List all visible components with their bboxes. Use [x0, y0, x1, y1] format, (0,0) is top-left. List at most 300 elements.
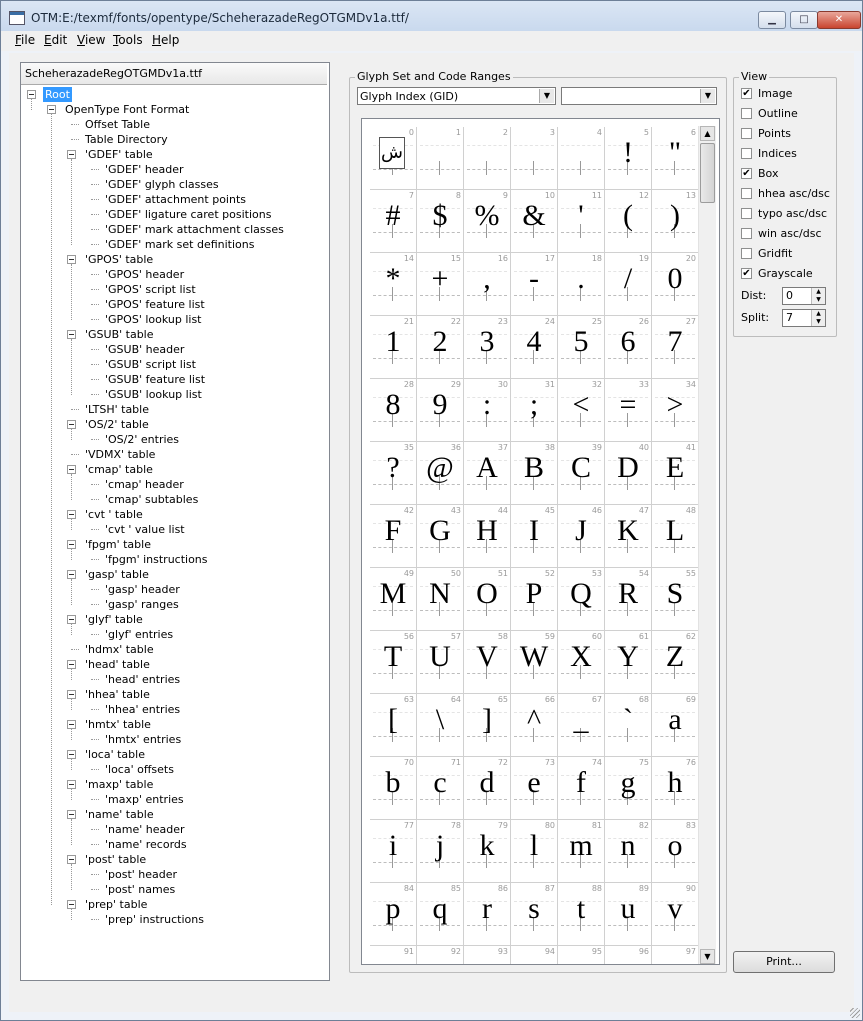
- tree-connector: [91, 199, 99, 200]
- glyph-image: ,: [483, 262, 491, 295]
- menu-edit[interactable]: Edit: [44, 33, 68, 47]
- glyph-cell[interactable]: [417, 505, 464, 568]
- title-bar[interactable]: [1, 1, 862, 31]
- collapse-toggle-icon[interactable]: [67, 330, 76, 339]
- tree-connector: [91, 439, 99, 440]
- spin-down-icon[interactable]: ▼: [816, 296, 821, 303]
- collapse-toggle-icon[interactable]: [67, 780, 76, 789]
- tree-connector: [91, 844, 99, 845]
- tree-node[interactable]: 'head' table: [85, 658, 150, 671]
- spin-arrows[interactable]: [811, 310, 825, 326]
- collapse-toggle-icon[interactable]: [27, 90, 36, 99]
- tree-node[interactable]: 'GPOS' header: [105, 268, 185, 281]
- glyph-cell[interactable]: [605, 505, 652, 568]
- glyph-cell[interactable]: [511, 379, 558, 442]
- tree-node[interactable]: 'post' table: [85, 853, 147, 866]
- tree-node[interactable]: 'GDEF' ligature caret positions: [105, 208, 272, 221]
- tree-node[interactable]: 'gasp' header: [105, 583, 180, 596]
- glyph-cell[interactable]: [370, 190, 417, 253]
- ascender-line: [514, 964, 554, 965]
- tree-connector: [91, 274, 99, 275]
- glyph-cell[interactable]: [605, 631, 652, 694]
- glyph-cell[interactable]: [605, 694, 652, 757]
- glyph-cell[interactable]: [417, 253, 464, 316]
- tree-node[interactable]: 'hhea' entries: [105, 703, 181, 716]
- tree-connector: [71, 579, 72, 605]
- tree-connector: [91, 319, 99, 320]
- tree-node[interactable]: 'GDEF' mark attachment classes: [105, 223, 284, 236]
- checkbox[interactable]: [741, 188, 752, 199]
- collapse-toggle-icon[interactable]: [67, 255, 76, 264]
- glyph-cell[interactable]: [511, 568, 558, 631]
- glyph-image: =: [619, 388, 637, 421]
- tree-connector: [91, 349, 99, 350]
- tree-node[interactable]: 'hhea' table: [85, 688, 150, 701]
- tree-node[interactable]: 'name' table: [85, 808, 154, 821]
- glyph-cell[interactable]: [558, 253, 605, 316]
- code-range-select[interactable]: [561, 87, 717, 105]
- tree-connector: [91, 379, 99, 380]
- minimize-button[interactable]: ▁: [758, 11, 786, 29]
- glyph-cell[interactable]: [417, 568, 464, 631]
- glyph-cell[interactable]: [417, 694, 464, 757]
- glyph-index: 84: [403, 884, 414, 893]
- glyph-index: 74: [591, 758, 602, 767]
- glyph-cell[interactable]: [370, 757, 417, 820]
- glyph-index: 38: [544, 443, 555, 452]
- glyph-image: l: [529, 829, 539, 862]
- tree-node[interactable]: 'GPOS' lookup list: [105, 313, 202, 326]
- glyph-cell[interactable]: [605, 757, 652, 820]
- glyph-cell[interactable]: [558, 883, 605, 946]
- glyph-index: 65: [497, 695, 508, 704]
- glyph-image: 9: [432, 388, 448, 421]
- glyph-image: :: [482, 388, 492, 421]
- glyph-cell[interactable]: [464, 757, 511, 820]
- glyph-cell[interactable]: [605, 820, 652, 883]
- checkbox[interactable]: [741, 148, 752, 159]
- collapse-toggle-icon[interactable]: [67, 420, 76, 429]
- glyph-cell[interactable]: [652, 379, 699, 442]
- glyph-image: *: [385, 262, 401, 295]
- glyph-cell[interactable]: [464, 505, 511, 568]
- glyph-image: G: [429, 514, 451, 547]
- tree-node[interactable]: 'GDEF' attachment points: [105, 193, 246, 206]
- glyph-cell[interactable]: [511, 505, 558, 568]
- maximize-button[interactable]: □: [790, 11, 818, 29]
- tree-node[interactable]: Root: [45, 88, 70, 101]
- tree-node[interactable]: 'cmap' header: [105, 478, 184, 491]
- glyph-cell[interactable]: [558, 190, 605, 253]
- scroll-down-icon[interactable]: ▼: [700, 949, 715, 964]
- glyph-cell[interactable]: [652, 568, 699, 631]
- glyph-cell[interactable]: [464, 316, 511, 379]
- tree-node[interactable]: 'GSUB' lookup list: [105, 388, 202, 401]
- tree-node[interactable]: 'GDEF' mark set definitions: [105, 238, 255, 251]
- collapse-toggle-icon[interactable]: [67, 540, 76, 549]
- glyph-index: 61: [638, 632, 649, 641]
- glyph-image: X: [570, 640, 592, 673]
- tree-node[interactable]: 'GSUB' script list: [105, 358, 196, 371]
- origin-mark: [580, 161, 581, 175]
- glyph-cell[interactable]: [511, 946, 558, 965]
- glyph-index: 80: [544, 821, 555, 830]
- glyph-cell[interactable]: [558, 820, 605, 883]
- glyph-cell[interactable]: [605, 190, 652, 253]
- glyph-index: 89: [638, 884, 649, 893]
- tree-node[interactable]: 'cvt ' table: [85, 508, 143, 521]
- tree-connector: [91, 484, 99, 485]
- glyph-image: %: [474, 199, 500, 232]
- glyph-cell[interactable]: [558, 442, 605, 505]
- collapse-toggle-icon[interactable]: [67, 660, 76, 669]
- glyph-index: 72: [497, 758, 508, 767]
- glyph-index: 91: [403, 947, 414, 956]
- glyph-cell[interactable]: [511, 694, 558, 757]
- glyph-cell[interactable]: [558, 379, 605, 442]
- glyph-cell[interactable]: [511, 442, 558, 505]
- glyph-cell[interactable]: [605, 127, 652, 190]
- tree-node[interactable]: 'post' header: [105, 868, 178, 881]
- glyph-cell[interactable]: [464, 883, 511, 946]
- tree-connector: [71, 549, 72, 560]
- glyph-cell[interactable]: [511, 253, 558, 316]
- checkbox[interactable]: [741, 248, 752, 259]
- checkbox-label: Points: [758, 127, 792, 140]
- glyph-cell[interactable]: [464, 190, 511, 253]
- glyph-cell[interactable]: [370, 127, 417, 190]
- tree-node[interactable]: 'GSUB' feature list: [105, 373, 206, 386]
- collapse-toggle-icon[interactable]: [67, 720, 76, 729]
- glyph-cell[interactable]: [370, 946, 417, 965]
- glyph-image: (: [623, 199, 633, 232]
- tree-connector: [71, 789, 72, 800]
- glyph-index: 20: [685, 254, 696, 263]
- glyph-cell[interactable]: [370, 568, 417, 631]
- glyph-cell[interactable]: [652, 946, 699, 965]
- glyph-index: 68: [638, 695, 649, 704]
- glyph-cell[interactable]: [464, 694, 511, 757]
- glyph-cell[interactable]: [464, 253, 511, 316]
- tree-node[interactable]: 'GSUB' header: [105, 343, 185, 356]
- glyph-image: h: [667, 766, 683, 799]
- glyph-image: Z: [665, 640, 685, 673]
- glyph-cell[interactable]: [511, 757, 558, 820]
- app-icon: [9, 11, 25, 25]
- checkbox[interactable]: ✔: [742, 88, 751, 99]
- glyph-image: K: [617, 514, 639, 547]
- spin-up-icon[interactable]: ▲: [816, 288, 821, 295]
- menu-tools[interactable]: Tools: [113, 33, 143, 47]
- glyph-image: s: [528, 892, 540, 925]
- glyph-cell[interactable]: [370, 253, 417, 316]
- glyph-image: M: [379, 577, 407, 610]
- glyph-cell[interactable]: [417, 631, 464, 694]
- tree-node[interactable]: 'hmtx' entries: [105, 733, 182, 746]
- glyph-cell[interactable]: [511, 820, 558, 883]
- checkbox[interactable]: [741, 108, 752, 119]
- glyph-cell[interactable]: [464, 946, 511, 965]
- glyph-cell[interactable]: [464, 127, 511, 190]
- glyph-cell[interactable]: [558, 316, 605, 379]
- glyph-index: 9: [502, 191, 508, 200]
- glyph-cell[interactable]: [511, 883, 558, 946]
- tree-connector: [71, 519, 72, 530]
- glyph-cell[interactable]: [370, 379, 417, 442]
- split-spinner[interactable]: [782, 309, 826, 327]
- baseline: [561, 169, 601, 170]
- tree-connector: [71, 624, 72, 635]
- chevron-down-icon[interactable]: ▼: [700, 89, 715, 103]
- tree-node[interactable]: 'GDEF' glyph classes: [105, 178, 219, 191]
- chevron-down-icon[interactable]: ▼: [539, 89, 554, 103]
- glyph-cell[interactable]: [417, 757, 464, 820]
- glyph-image: L: [665, 514, 685, 547]
- tree-node[interactable]: 'maxp' entries: [105, 793, 184, 806]
- glyph-cell[interactable]: [370, 631, 417, 694]
- tree-node[interactable]: 'cvt ' value list: [105, 523, 185, 536]
- tree-node[interactable]: 'prep' table: [85, 898, 148, 911]
- glyph-cell[interactable]: [417, 190, 464, 253]
- glyph-cell[interactable]: [605, 883, 652, 946]
- collapse-toggle-icon[interactable]: [67, 615, 76, 624]
- glyph-cell[interactable]: [652, 190, 699, 253]
- glyph-image: 6: [620, 325, 636, 358]
- tree-node[interactable]: 'fpgm' table: [85, 538, 151, 551]
- checkbox[interactable]: [741, 228, 752, 239]
- glyph-cell[interactable]: [652, 694, 699, 757]
- tree-connector: [71, 864, 72, 890]
- tree-node[interactable]: 'GDEF' header: [105, 163, 184, 176]
- glyph-image: n: [620, 829, 636, 862]
- tree-node[interactable]: 'fpgm' instructions: [105, 553, 208, 566]
- glyph-cell[interactable]: [511, 316, 558, 379]
- collapse-toggle-icon[interactable]: [47, 105, 56, 114]
- tree-node[interactable]: 'cmap' subtables: [105, 493, 199, 506]
- glyph-index: 21: [403, 317, 414, 326]
- glyph-index: 85: [450, 884, 461, 893]
- glyph-cell[interactable]: [417, 442, 464, 505]
- tree-connector: [71, 699, 72, 710]
- glyph-image: 2: [432, 325, 448, 358]
- print-button[interactable]: Print...: [733, 951, 835, 973]
- glyph-cell[interactable]: [511, 631, 558, 694]
- glyph-cell[interactable]: [370, 505, 417, 568]
- tree-node[interactable]: 'head' entries: [105, 673, 181, 686]
- glyph-image: t: [576, 892, 586, 925]
- close-button[interactable]: ✕: [817, 11, 861, 29]
- glyph-index: 96: [638, 947, 649, 956]
- glyph-index: 31: [544, 380, 555, 389]
- tree-node[interactable]: 'glyf' table: [85, 613, 143, 626]
- tree-node[interactable]: 'maxp' table: [85, 778, 154, 791]
- glyph-image: U: [429, 640, 451, 673]
- glyph-cell[interactable]: [558, 757, 605, 820]
- glyph-image: _: [573, 703, 589, 736]
- tree-node[interactable]: 'hmtx' table: [85, 718, 151, 731]
- collapse-toggle-icon[interactable]: [67, 570, 76, 579]
- collapse-toggle-icon[interactable]: [67, 750, 76, 759]
- tree-node[interactable]: 'name' records: [105, 838, 187, 851]
- tree-node[interactable]: 'GPOS' script list: [105, 283, 196, 296]
- dist-value: 0: [786, 289, 793, 302]
- glyph-index: 33: [638, 380, 649, 389]
- glyph-cell[interactable]: [370, 694, 417, 757]
- menu-help[interactable]: Help: [152, 33, 180, 47]
- glyph-cell[interactable]: [417, 820, 464, 883]
- tree-connector: [91, 889, 99, 890]
- collapse-toggle-icon[interactable]: [67, 690, 76, 699]
- glyph-cell[interactable]: [417, 127, 464, 190]
- menu-file[interactable]: File: [15, 33, 36, 47]
- glyph-cell[interactable]: [558, 631, 605, 694]
- dist-spinner[interactable]: [782, 287, 826, 305]
- glyph-cell[interactable]: [464, 631, 511, 694]
- glyph-grid[interactable]: [361, 118, 720, 965]
- glyph-cell[interactable]: [605, 253, 652, 316]
- glyph-cell[interactable]: [652, 505, 699, 568]
- tree-node[interactable]: 'OS/2' table: [85, 418, 149, 431]
- glyph-cell[interactable]: [511, 127, 558, 190]
- glyph-cell[interactable]: [417, 379, 464, 442]
- tree-node[interactable]: OpenType Font Format: [65, 103, 190, 116]
- collapse-toggle-icon[interactable]: [67, 855, 76, 864]
- glyph-cell[interactable]: [652, 757, 699, 820]
- glyph-cell[interactable]: [464, 379, 511, 442]
- tree-node[interactable]: Offset Table: [85, 118, 150, 131]
- tree-node[interactable]: 'loca' offsets: [105, 763, 174, 776]
- glyph-cell[interactable]: [605, 442, 652, 505]
- checkbox[interactable]: ✔: [742, 168, 751, 179]
- glyph-cell[interactable]: [558, 694, 605, 757]
- tree-node[interactable]: 'VDMX' table: [85, 448, 156, 461]
- glyph-image: &: [522, 199, 546, 232]
- glyph-cell[interactable]: [652, 253, 699, 316]
- checkbox[interactable]: ✔: [742, 268, 751, 279]
- glyph-cell[interactable]: [652, 820, 699, 883]
- resize-grip[interactable]: [850, 1008, 860, 1018]
- spin-up-icon[interactable]: ▲: [816, 310, 821, 317]
- glyph-cell[interactable]: [558, 127, 605, 190]
- collapse-toggle-icon[interactable]: [67, 465, 76, 474]
- glyph-cell[interactable]: [370, 820, 417, 883]
- spin-arrows[interactable]: [811, 288, 825, 304]
- glyph-index: 71: [450, 758, 461, 767]
- glyph-index: 53: [591, 569, 602, 578]
- glyph-cell[interactable]: [605, 568, 652, 631]
- scroll-up-icon[interactable]: ▲: [700, 126, 715, 141]
- collapse-toggle-icon[interactable]: [67, 510, 76, 519]
- checkbox[interactable]: [741, 128, 752, 139]
- glyph-set-value: Glyph Index (GID): [360, 90, 459, 103]
- tree-node[interactable]: 'gasp' table: [85, 568, 149, 581]
- glyph-cell[interactable]: [652, 631, 699, 694]
- glyph-index: 17: [544, 254, 555, 263]
- tree-node[interactable]: 'cmap' table: [85, 463, 153, 476]
- glyph-scrollbar[interactable]: [698, 126, 716, 964]
- glyph-image: D: [617, 451, 639, 484]
- glyph-index: 11: [591, 191, 602, 200]
- tree-node[interactable]: 'name' header: [105, 823, 185, 836]
- glyph-set-select[interactable]: [357, 87, 556, 105]
- tree-node[interactable]: 'hdmx' table: [85, 643, 154, 656]
- glyph-cell[interactable]: [370, 316, 417, 379]
- font-tree[interactable]: [20, 62, 330, 981]
- tree-node[interactable]: 'loca' table: [85, 748, 145, 761]
- glyph-cell[interactable]: [605, 316, 652, 379]
- tree-node[interactable]: 'glyf' entries: [105, 628, 174, 641]
- glyph-image: P: [525, 577, 543, 610]
- glyph-image: ]: [482, 703, 492, 736]
- glyph-cell[interactable]: [558, 505, 605, 568]
- glyph-index: 94: [544, 947, 555, 956]
- collapse-toggle-icon[interactable]: [67, 900, 76, 909]
- glyph-cell[interactable]: [370, 442, 417, 505]
- tree-node[interactable]: 'LTSH' table: [85, 403, 149, 416]
- glyph-cell[interactable]: [464, 442, 511, 505]
- tree-body[interactable]: [21, 86, 327, 979]
- glyph-image: ^: [526, 703, 542, 736]
- tree-connector: [91, 289, 99, 290]
- checkbox[interactable]: [741, 208, 752, 219]
- glyph-cell[interactable]: [652, 883, 699, 946]
- glyph-image: c: [433, 766, 447, 799]
- collapse-toggle-icon[interactable]: [67, 810, 76, 819]
- spin-down-icon[interactable]: ▼: [816, 318, 821, 325]
- glyph-cell[interactable]: [652, 316, 699, 379]
- ascender-line: [420, 145, 460, 146]
- tree-node[interactable]: 'GPOS' table: [85, 253, 154, 266]
- collapse-toggle-icon[interactable]: [67, 150, 76, 159]
- tree-node[interactable]: Table Directory: [85, 133, 168, 146]
- glyph-cell[interactable]: [417, 883, 464, 946]
- ascender-line: [561, 964, 601, 965]
- tree-node[interactable]: 'gasp' ranges: [105, 598, 179, 611]
- glyph-index: 59: [544, 632, 555, 641]
- glyph-cell[interactable]: [370, 883, 417, 946]
- glyph-cell[interactable]: [464, 568, 511, 631]
- glyph-index: 24: [544, 317, 555, 326]
- tree-node[interactable]: 'GDEF' table: [85, 148, 153, 161]
- glyph-cell[interactable]: [417, 946, 464, 965]
- glyph-cell[interactable]: [605, 379, 652, 442]
- glyph-cell[interactable]: [511, 190, 558, 253]
- glyph-image: u: [620, 892, 636, 925]
- tree-node[interactable]: 'prep' instructions: [105, 913, 204, 926]
- glyph-cell[interactable]: [464, 820, 511, 883]
- glyph-cell[interactable]: [652, 127, 699, 190]
- tree-node[interactable]: 'post' names: [105, 883, 176, 896]
- menu-view[interactable]: View: [77, 33, 106, 47]
- glyph-index: 34: [685, 380, 696, 389]
- glyph-image: ش: [379, 137, 405, 169]
- tree-node[interactable]: 'OS/2' entries: [105, 433, 180, 446]
- scrollbar-thumb[interactable]: [700, 143, 715, 203]
- glyph-cell[interactable]: [417, 316, 464, 379]
- glyph-cell[interactable]: [558, 946, 605, 965]
- tree-node[interactable]: 'GSUB' table: [85, 328, 154, 341]
- glyph-cell[interactable]: [558, 568, 605, 631]
- glyph-cell[interactable]: [652, 442, 699, 505]
- glyph-index: 30: [497, 380, 508, 389]
- glyph-image: #: [385, 199, 401, 232]
- tree-connector: [91, 589, 99, 590]
- glyph-index: 63: [403, 695, 414, 704]
- tree-node[interactable]: 'GPOS' feature list: [105, 298, 205, 311]
- glyph-index: 69: [685, 695, 696, 704]
- baseline: [514, 169, 554, 170]
- glyph-cell[interactable]: [605, 946, 652, 965]
